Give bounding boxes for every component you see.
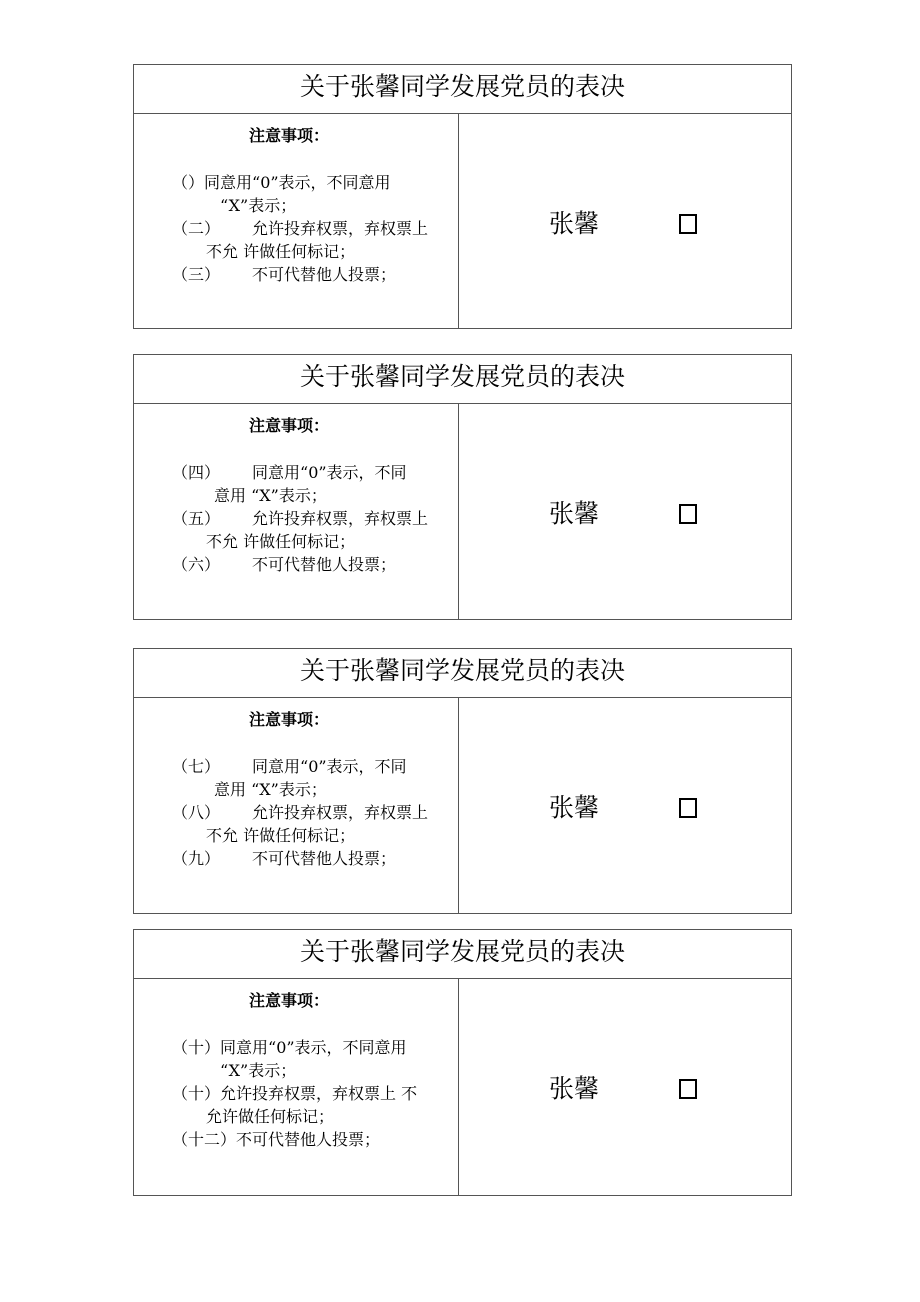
note-continuation: “X”表示； bbox=[220, 1061, 297, 1080]
notes-heading: 注意事项： bbox=[249, 710, 330, 729]
vote-panel bbox=[459, 114, 791, 328]
note-item bbox=[172, 507, 457, 553]
vote-checkbox[interactable] bbox=[679, 1079, 697, 1099]
notes-panel bbox=[134, 114, 459, 328]
note-item bbox=[172, 171, 457, 217]
note-marker: （十） bbox=[172, 1038, 221, 1057]
note-continuation: 不允 许做任何标记； bbox=[206, 242, 356, 261]
notes-heading: 注意事项： bbox=[249, 126, 330, 145]
note-text: 允许投弃权票，弃权票上 不 bbox=[220, 1084, 418, 1103]
notes-panel bbox=[134, 698, 459, 913]
ballot-3 bbox=[133, 648, 792, 914]
note-text: 不可代替他人投票； bbox=[252, 265, 397, 284]
note-marker: （七） bbox=[172, 757, 221, 776]
note-item bbox=[172, 217, 457, 263]
ballot-1 bbox=[133, 64, 792, 329]
note-continuation: 允许做任何标记； bbox=[206, 1107, 335, 1126]
note-marker: （十） bbox=[172, 1084, 221, 1103]
note-marker: （五） bbox=[172, 509, 221, 528]
note-marker: （六） bbox=[172, 555, 221, 574]
ballot-title: 关于张馨同学发展党员的表决 bbox=[134, 65, 791, 114]
vote-panel bbox=[459, 979, 791, 1195]
note-continuation: 不允 许做任何标记； bbox=[206, 826, 356, 845]
ballot-title: 关于张馨同学发展党员的表决 bbox=[134, 649, 791, 698]
note-text: 同意用“0”表示，不同意用 bbox=[204, 173, 391, 192]
note-item bbox=[172, 1128, 457, 1151]
vote-checkbox[interactable] bbox=[679, 504, 697, 524]
ballot-title: 关于张馨同学发展党员的表决 bbox=[134, 355, 791, 404]
note-marker: （四） bbox=[172, 463, 221, 482]
ballot-4 bbox=[133, 929, 792, 1196]
note-text: 不可代替他人投票； bbox=[236, 1130, 381, 1149]
note-item bbox=[172, 847, 457, 870]
note-continuation: 不允 许做任何标记； bbox=[206, 532, 356, 551]
note-continuation: 意用 “X”表示； bbox=[214, 486, 327, 505]
vote-panel bbox=[459, 404, 791, 619]
note-marker: （九） bbox=[172, 849, 221, 868]
vote-checkbox[interactable] bbox=[679, 214, 697, 234]
note-text: 允许投弃权票，弃权票上 bbox=[252, 803, 429, 822]
note-text: 同意用“0”表示，不同 bbox=[252, 463, 407, 482]
note-continuation: 意用 “X”表示； bbox=[214, 780, 327, 799]
note-item bbox=[172, 461, 457, 507]
note-text: 允许投弃权票，弃权票上 bbox=[252, 219, 429, 238]
note-marker: （二） bbox=[172, 219, 221, 238]
vote-checkbox[interactable] bbox=[679, 798, 697, 818]
candidate-name: 张馨 bbox=[549, 209, 600, 238]
note-continuation: “X”表示； bbox=[220, 196, 297, 215]
candidate-name: 张馨 bbox=[549, 499, 600, 528]
note-text: 不可代替他人投票； bbox=[252, 849, 397, 868]
notes-heading: 注意事项： bbox=[249, 991, 330, 1010]
notes-panel bbox=[134, 979, 459, 1195]
note-item bbox=[172, 263, 457, 286]
notes-panel bbox=[134, 404, 459, 619]
candidate-name: 张馨 bbox=[549, 1074, 600, 1103]
note-text: 不可代替他人投票； bbox=[252, 555, 397, 574]
note-text: 同意用“0”表示，不同 bbox=[252, 757, 407, 776]
ballot-2 bbox=[133, 354, 792, 620]
note-marker: （十二） bbox=[172, 1130, 237, 1149]
notes-list bbox=[172, 461, 457, 576]
note-item bbox=[172, 1036, 457, 1082]
notes-list bbox=[172, 171, 457, 286]
notes-heading: 注意事项： bbox=[249, 416, 330, 435]
note-item bbox=[172, 1082, 457, 1128]
note-item bbox=[172, 755, 457, 801]
note-text: 同意用“0”表示，不同意用 bbox=[220, 1038, 407, 1057]
ballot-title: 关于张馨同学发展党员的表决 bbox=[134, 930, 791, 979]
candidate-name: 张馨 bbox=[549, 793, 600, 822]
note-item bbox=[172, 801, 457, 847]
notes-list bbox=[172, 755, 457, 870]
note-item bbox=[172, 553, 457, 576]
vote-panel bbox=[459, 698, 791, 913]
note-text: 允许投弃权票，弃权票上 bbox=[252, 509, 429, 528]
notes-list bbox=[172, 1036, 457, 1151]
note-marker: （） bbox=[172, 173, 205, 192]
note-marker: （三） bbox=[172, 265, 221, 284]
note-marker: （八） bbox=[172, 803, 221, 822]
